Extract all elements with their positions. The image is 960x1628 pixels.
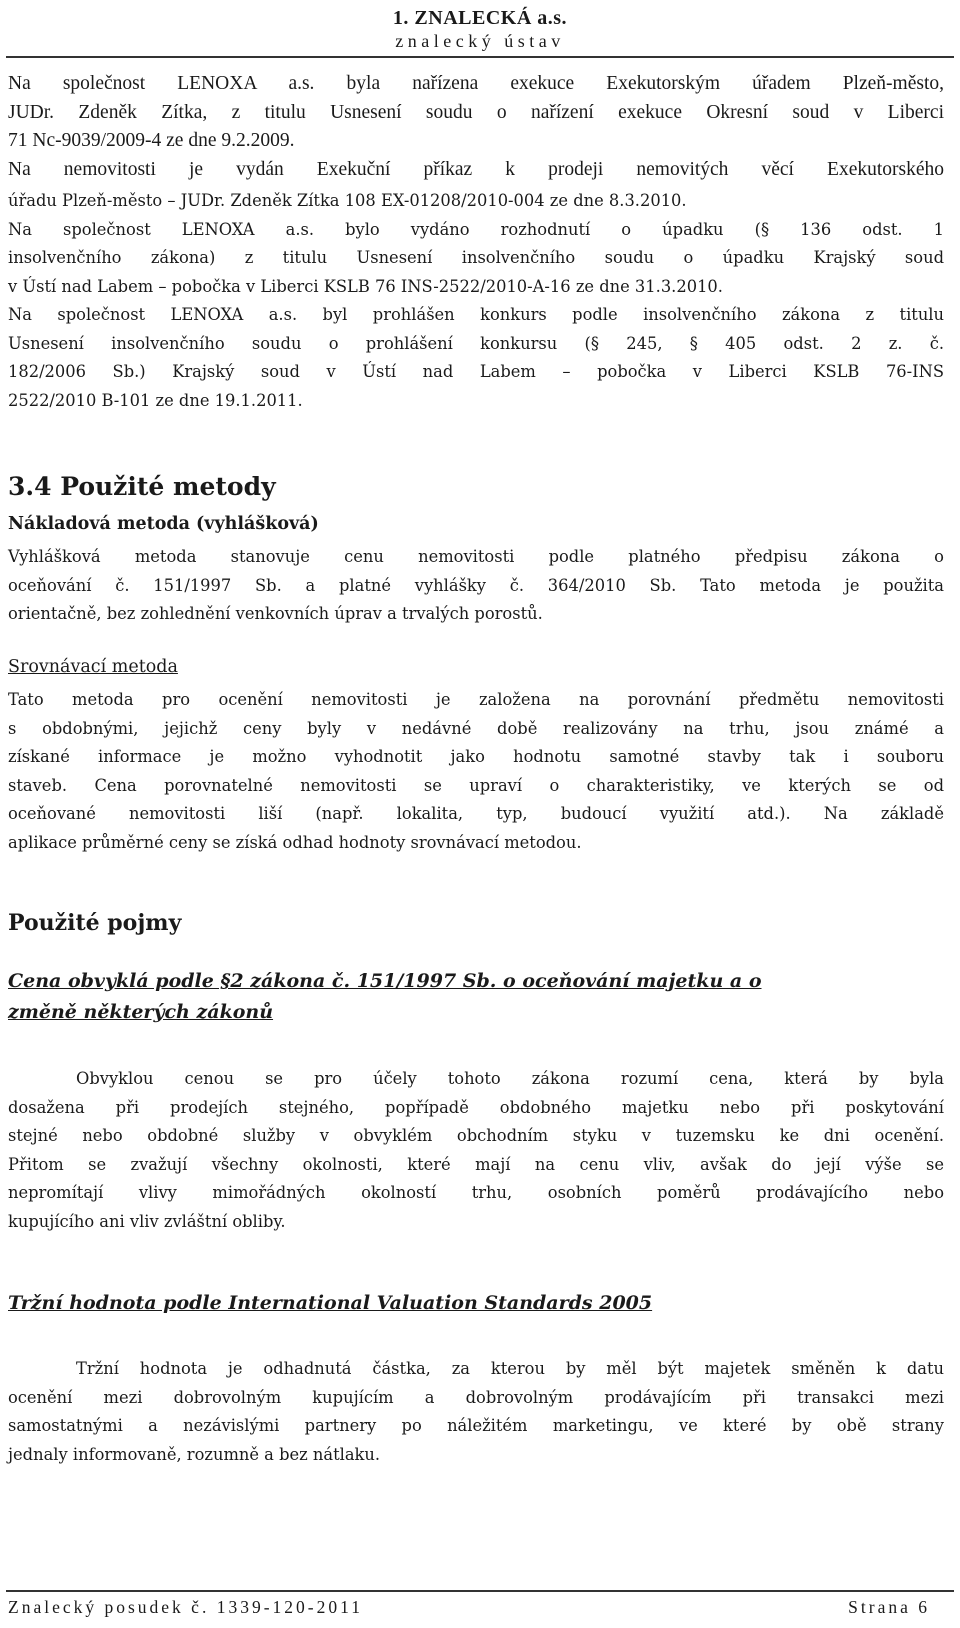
intro-paragraph-1 xyxy=(8,70,944,184)
term-title-trzni-hodnota xyxy=(8,1288,944,1319)
text-line: Tržní hodnota podle International Valuation Standards 2005 xyxy=(8,1292,653,1314)
text-line: v Ústí nad Labem – pobočka v Liberci KSLB 76 INS-2522/2010-A-16 ze dne 31.3.2010. xyxy=(8,276,723,296)
section-heading: 3.4 Použité metody xyxy=(8,472,276,501)
text-line: staveb. Cena porovnatelné nemovitosti se upraví o charakteristiky, ve kterých se od xyxy=(8,775,944,795)
term-title-cena-obvykla xyxy=(8,966,944,1028)
text-line: aplikace průměrné ceny se získá odhad hodnoty srovnávací metodou. xyxy=(8,832,582,852)
text-line: JUDr. Zdeněk Zítka, z titulu Usnesení soudu o nařízení exekuce Okresní soud v Liberci xyxy=(8,101,944,123)
method-title-srovnavaci: Srovnávací metoda xyxy=(8,657,178,677)
method-text-nakladova xyxy=(8,543,944,629)
text-fragment: JUDr. Zdeněk Zítka 108 EX-01208/2010-004 ze dne 8.3.2010. xyxy=(180,191,687,210)
text-fragment: úřadu Plzeň-město xyxy=(8,191,163,210)
text-line: 182/2006 Sb.) Krajský soud v Ústí nad Labem – pobočka v Liberci KSLB 76-INS xyxy=(8,362,944,381)
text-line: dosažena při prodejích stejného, popřípadě obdobného majetku nebo při poskytování xyxy=(8,1097,944,1117)
text-line: oceňování č. 151/1997 Sb. a platné vyhlášky č. 364/2010 Sb. Tato metoda je použita xyxy=(8,575,944,595)
text-line: insolvenčního zákona) z titulu Usnesení insolvenčního soudu o úpadku Krajský soud xyxy=(8,248,944,267)
intro-paragraph-2 xyxy=(8,187,944,415)
footer-document-number: Znalecký posudek č. 1339-120-2011 xyxy=(8,1597,363,1617)
text-line: stejné nebo obdobné služby v obvyklém obchodním styku v tuzemsku ke dni ocenění. xyxy=(8,1126,944,1145)
text-line: Na nemovitosti je vydán Exekuční příkaz k prodeji nemovitých věcí Exekutorského xyxy=(8,158,944,180)
page-header xyxy=(0,6,960,52)
header-title: 1. ZNALECKÁ a.s. xyxy=(392,7,568,29)
text-line: Na společnost LENOXA a.s. byl prohlášen konkurs podle insolvenčního zákona z titulu xyxy=(8,305,944,324)
text-line: oceňované nemovitosti liší (např. lokalita, typ, budoucí využití atd.). Na základě xyxy=(8,804,944,823)
text-line: ocenění mezi dobrovolným kupujícím a dobrovolným prodávajícím při transakci mezi xyxy=(8,1387,944,1407)
term-text-trzni-hodnota xyxy=(8,1355,944,1469)
text-line: samostatnými a nezávislými partnery po náležitém marketingu, ve které by obě strany xyxy=(8,1416,944,1435)
text-line: Přitom se zvažují všechny okolnosti, které mají na cenu vliv, avšak do její výše se xyxy=(8,1154,944,1174)
text-line: Cena obvyklá podle §2 zákona č. 151/1997 Sb. o oceňování majetku a o xyxy=(8,970,762,992)
text-line: Na společnost LENOXA a.s. bylo vydáno rozhodnutí o úpadku (§ 136 odst. 1 xyxy=(8,219,944,239)
text-line: Obvyklou cenou se pro účely tohoto zákona rozumí cena, která by byla xyxy=(76,1069,944,1088)
terms-heading: Použité pojmy xyxy=(8,910,182,936)
method-text-srovnavaci xyxy=(8,686,944,857)
header-subtitle: znalecký ústav xyxy=(395,31,565,51)
text-line: získané informace je možno vyhodnotit jako hodnotu samotné stavby tak i souboru xyxy=(8,747,944,766)
footer-divider xyxy=(6,1590,954,1592)
text-line: Tržní hodnota je odhadnutá částka, za kterou by měl být majetek směněn k datu xyxy=(76,1359,944,1378)
header-divider xyxy=(6,56,954,58)
text-line: úřadu Plzeň-město – JUDr. Zdeněk Zítka 108 EX-01208/2010-004 ze dne 8.3.2010. xyxy=(8,191,687,210)
method-title-nakladova: Nákladová metoda (vyhlášková) xyxy=(8,514,319,534)
text-line: kupujícího ani vliv zvláštní obliby. xyxy=(8,1211,286,1231)
text-line: změně některých zákonů xyxy=(8,1001,274,1023)
text-line: Tato metoda pro ocenění nemovitosti je založena na porovnání předmětu nemovitosti xyxy=(8,690,944,709)
text-line: 71 Nc-9039/2009-4 ze dne 9.2.2009. xyxy=(8,130,295,151)
text-line: orientačně, bez zohlednění venkovních úprav a trvalých porostů. xyxy=(8,604,543,623)
text-line: Vyhlášková metoda stanovuje cenu nemovitosti podle platného předpisu zákona o xyxy=(8,547,944,566)
text-line: 2522/2010 B-101 ze dne 19.1.2011. xyxy=(8,390,303,410)
text-line: Usnesení insolvenčního soudu o prohlášení konkursu (§ 245, § 405 odst. 2 z. č. xyxy=(8,333,944,353)
text-line: jednaly informovaně, rozumně a bez nátlaku. xyxy=(8,1444,381,1464)
text-line: nepromítají vlivy mimořádných okolností trhu, osobních poměrů prodávajícího nebo xyxy=(8,1183,944,1202)
footer-page-number: Strana 6 xyxy=(848,1597,930,1617)
text-line: Na společnost LENOXA a.s. byla nařízena exekuce Exekutorským úřadem Plzeň-město, xyxy=(8,73,944,94)
term-text-cena-obvykla xyxy=(8,1065,944,1236)
text-line: s obdobnými, jejichž ceny byly v nedávné době realizovány na trhu, jsou známé a xyxy=(8,718,944,738)
